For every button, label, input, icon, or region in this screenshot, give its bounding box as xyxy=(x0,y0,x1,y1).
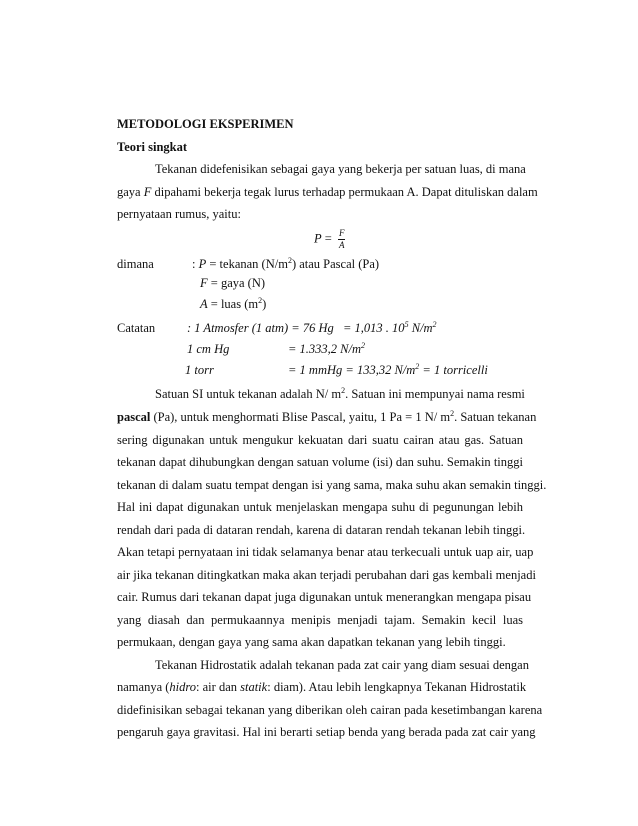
paragraph-1-line: Tekanan didefenisikan sebagai gaya yang bekerja per satuan luas, di mana xyxy=(155,162,526,176)
catatan-value: = 1.333,2 $N/m^2$ xyxy=(288,340,366,356)
paragraph-2-line: rendah dari pada di dataran rendah, karena di dataran rendah tekanan lebih tinggi. xyxy=(117,523,526,537)
paragraph-2-line: sering digunakan untuk mengukur kekuatan dari suatu cairan atau gas. Satuan xyxy=(117,433,523,447)
dimana-row: A = luas $(m^2)$ xyxy=(200,295,267,311)
paragraph-2-line: pascal (Pa), untuk menghormati Blise Pascal, yaitu, 1 Pa = 1 N/ $m^2$. Satuan tekanan xyxy=(117,408,537,424)
paragraph-2-line: cair. Rumus dari tekanan dapat juga digunakan untuk menerangkan mengapa pisau xyxy=(117,590,532,604)
paragraph-3-line: namanya (hidro: air dan statik: diam). Atau lebih lengkapnya Tekanan Hidrostatik xyxy=(117,680,527,694)
paragraph-3-line: pengaruh gaya gravitasi. Hal ini berarti setiap benda yang berada pada zat cair yang xyxy=(117,725,536,739)
subsection-heading: Teori singkat xyxy=(117,140,188,154)
catatan-value: = 1,013 . $10^5$ $N/m^2$ xyxy=(343,319,437,335)
catatan-row: 1 cm Hg xyxy=(187,342,230,356)
paragraph-3-line: Tekanan Hidrostatik adalah tekanan pada zat cair yang diam sesuai dengan xyxy=(155,658,529,672)
paragraph-1-line: gaya F dipahami bekerja tegak lurus terhadap permukaan A. Dapat dituliskan dalam xyxy=(117,185,538,199)
formula-fraction: $\frac{F}{A}$ xyxy=(338,228,345,250)
catatan-value: = 1 mmHg = 133,32 $N/m^2 = 1$ torricelli xyxy=(288,361,488,377)
dimana-label: dimana xyxy=(117,257,154,271)
dimana-row: F = gaya (N) xyxy=(200,276,266,290)
paragraph-2-line: tekanan di dalam suatu tempat dengan isi yang sama, maka suhu akan semakin tinggi. xyxy=(117,478,547,492)
paragraph-2-line: Satuan SI untuk tekanan adalah N/ $m^2$. Satuan ini mempunyai nama resmi xyxy=(155,385,525,401)
paragraph-1-line: pernyataan rumus, yaitu: xyxy=(117,207,241,221)
pressure-formula: P = $\frac{F}{A}$ xyxy=(314,228,345,250)
catatan-row: 1 torr xyxy=(185,363,214,377)
paragraph-2-line: Akan tetapi pernyataan ini tidak selamanya benar atau terkecuali untuk uap air, uap xyxy=(117,545,534,559)
dimana-row: : P = tekanan $(N/m^2)$ atau Pascal (Pa) xyxy=(192,255,380,271)
paragraph-2-line: air jika tekanan ditingkatkan maka akan terjadi perubahan dari gas kembali menjadi xyxy=(117,568,536,582)
paragraph-2-line: tekanan dapat dihubungkan dengan satuan volume (isi) dan suhu. Semakin tinggi xyxy=(117,455,523,469)
paragraph-3-line: didefinisikan sebagai tekanan yang diberikan oleh cairan pada kesetimbangan karena xyxy=(117,703,543,717)
paragraph-2-line: permukaan, dengan gaya yang sama akan dapatkan tekanan yang lebih tinggi. xyxy=(117,635,506,649)
paragraph-2-line: Hal ini dapat digunakan untuk menjelaskan mengapa suhu di pegunungan lebih xyxy=(117,500,523,514)
catatan-row: : 1 Atmosfer (1 atm) = 76 Hg xyxy=(187,321,334,335)
paragraph-2-line: yang diasah dan permukaannya menipis menjadi tajam. Semakin kecil luas xyxy=(117,613,523,627)
section-heading: METODOLOGI EKSPERIMEN xyxy=(117,117,294,131)
catatan-label: Catatan xyxy=(117,321,156,335)
